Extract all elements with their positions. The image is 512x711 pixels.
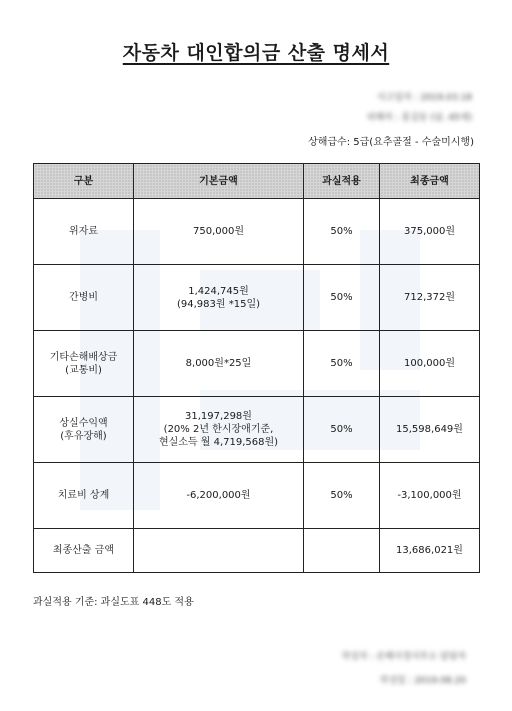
final-amount-cell: 15,598,649원 bbox=[380, 397, 480, 463]
fault-rate-cell: 50% bbox=[304, 397, 380, 463]
fault-rate-cell: 50% bbox=[304, 463, 380, 529]
table-row bbox=[34, 199, 480, 265]
fault-rate-cell bbox=[304, 529, 380, 573]
category-cell: 기타손해배상금 (교통비) bbox=[34, 331, 134, 397]
total-row bbox=[34, 529, 480, 573]
header-final-amount: 최종금액 bbox=[380, 164, 480, 199]
final-amount-cell: 100,000원 bbox=[380, 331, 480, 397]
fault-rate-cell: 50% bbox=[304, 199, 380, 265]
base-amount-cell: 1,424,745원 (94,983원 *15일) bbox=[134, 265, 304, 331]
final-amount-cell: 712,372원 bbox=[380, 265, 480, 331]
base-amount-cell: -6,200,000원 bbox=[134, 463, 304, 529]
table-header-row bbox=[34, 164, 480, 199]
fault-rate-cell: 50% bbox=[304, 265, 380, 331]
injury-grade-text: 상해급수: 5급(요추골절 - 수술미시행) bbox=[308, 137, 474, 148]
redacted-meta-line-2: 피해자 : 홍길동 (남, 45세) bbox=[366, 113, 472, 123]
settlement-table bbox=[33, 163, 480, 573]
final-amount-cell: -3,100,000원 bbox=[380, 463, 480, 529]
base-amount-cell: 31,197,298원 (20% 2년 한시장애기준, 현실소득 월 4,719,568원) bbox=[134, 397, 304, 463]
table-row bbox=[34, 397, 480, 463]
redacted-footer-line-2: 작성일 : 2019.08.20 bbox=[379, 676, 466, 686]
base-amount-cell bbox=[134, 529, 304, 573]
category-cell: 간병비 bbox=[34, 265, 134, 331]
category-cell: 상실수익액 (후유장해) bbox=[34, 397, 134, 463]
table-row bbox=[34, 331, 480, 397]
final-amount-cell: 375,000원 bbox=[380, 199, 480, 265]
redacted-meta-line-1: 사고일자 : 2019.03.18 bbox=[376, 93, 472, 103]
table-row bbox=[34, 265, 480, 331]
header-fault-rate: 과실적용 bbox=[304, 164, 380, 199]
base-amount-cell: 8,000원*25일 bbox=[134, 331, 304, 397]
category-cell: 최종산출 금액 bbox=[34, 529, 134, 573]
header-base-amount: 기본금액 bbox=[134, 164, 304, 199]
redacted-footer-line-1: 작성자 : 손해사정사무소 담당자 bbox=[341, 652, 466, 662]
document-title: 자동차 대인합의금 산출 명세서 bbox=[122, 42, 390, 64]
fault-basis-note: 과실적용 기준: 과실도표 448도 적용 bbox=[33, 597, 194, 608]
table-row bbox=[34, 463, 480, 529]
base-amount-cell: 750,000원 bbox=[134, 199, 304, 265]
total-amount-cell: 13,686,021원 bbox=[380, 529, 480, 573]
category-cell: 위자료 bbox=[34, 199, 134, 265]
category-cell: 치료비 상계 bbox=[34, 463, 134, 529]
fault-rate-cell: 50% bbox=[304, 331, 380, 397]
header-category: 구분 bbox=[34, 164, 134, 199]
